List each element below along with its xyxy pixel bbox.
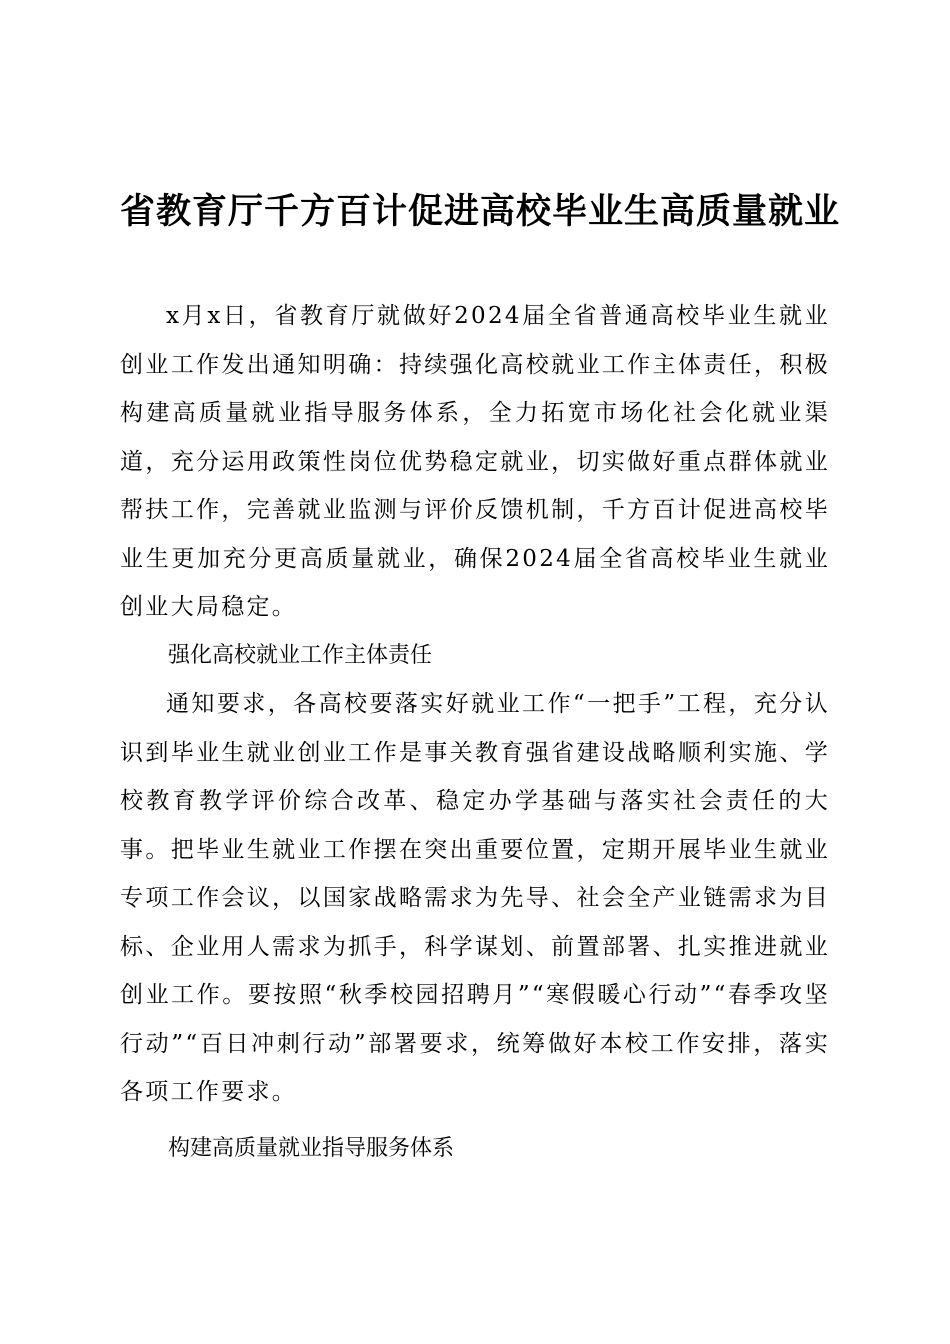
intro-paragraph: x月x日，省教育厅就做好2024届全省普通高校毕业生就业创业工作发出通知明确：持续强化高校就业工作主体责任，积极构建高质量就业指导服务体系，全力拓宽市场化社会化就业渠道，充分运用政策性岗位优势稳定就业，切实做好重点群体就业帮扶工作，完善就业监测与评价反馈机制，千方百计促进高校毕业生更加充分更高质量就业，确保2024届全省高校毕业生就业创业大局稳定。	[120, 303, 830, 620]
section1-paragraph: 通知要求，各高校要落实好就业工作“一把手”工程，充分认识到毕业生就业创业工作是事关教育强省建设战略顺利实施、学校教育教学评价综合改革、稳定办学基础与落实社会责任的大事。把毕业生就业工作摆在突出重要位置，定期开展毕业生就业专项工作会议，以国家战略需求为先导、社会全产业链需求为目标、企业用人需求为抓手，科学谋划、前置部署、扎实推进就业创业工作。要按照“秋季校园招聘月”“寒假暖心行动”“春季攻坚行动”“百日冲刺行动”部署要求，统筹做好本校工作安排，落实各项工作要求。	[120, 691, 830, 1105]
document-body	[120, 292, 830, 1173]
document-title: 省教育厅千方百计促进高校毕业生高质量就业	[120, 192, 841, 232]
section-heading-1: 强化高校就业工作主体责任	[168, 642, 433, 668]
section-heading-2: 构建高质量就业指导服务体系	[168, 1135, 455, 1161]
